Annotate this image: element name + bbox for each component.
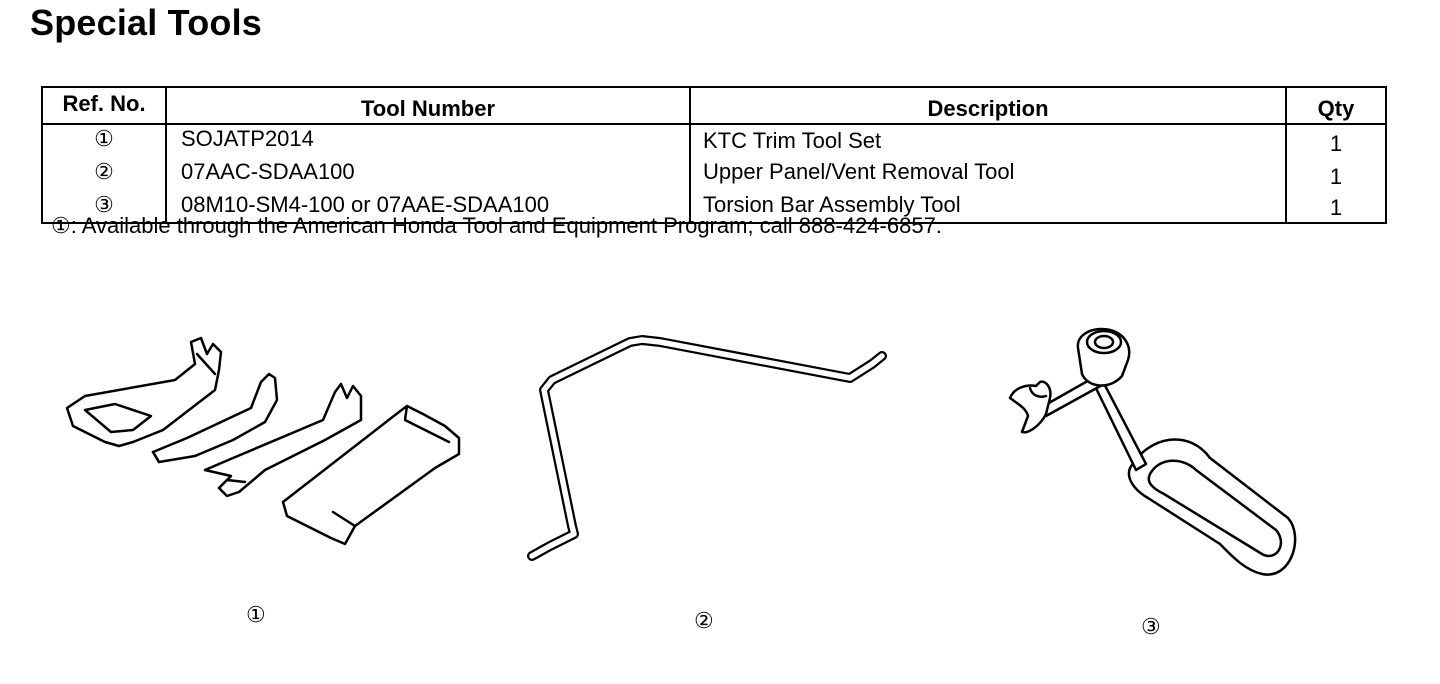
row-ref: ② [42, 158, 166, 191]
row-tool-number: 07AAC-SDAA100 [166, 158, 690, 191]
row-qty: 1 [1286, 124, 1386, 158]
header-tool-number: Tool Number [166, 87, 690, 124]
table-row [42, 158, 1386, 191]
row-tool-number: SOJATP2014 [166, 124, 690, 158]
row-qty: 1 [1286, 191, 1386, 223]
figure-label: ① [246, 602, 266, 627]
trim-tool-set-illustration [55, 330, 475, 560]
row-description: KTC Trim Tool Set [690, 124, 1286, 158]
vent-removal-tool-illustration [520, 330, 900, 570]
special-tools-table [41, 86, 1387, 224]
row-ref: ① [42, 124, 166, 158]
header-qty: Qty [1286, 87, 1386, 124]
torsion-bar-tool-illustration [1000, 318, 1320, 588]
header-description: Description [690, 87, 1286, 124]
table-header-row [42, 87, 1386, 124]
header-ref-no: Ref. No. [42, 87, 166, 124]
availability-footnote: ①: Available through the American Honda Tool and Equipment Program; call 888-424-6857. [51, 213, 942, 238]
page-title: Special Tools [30, 2, 262, 43]
table-row [42, 124, 1386, 158]
figure-label: ③ [1141, 614, 1161, 639]
figure-label: ② [694, 608, 714, 633]
row-qty: 1 [1286, 158, 1386, 191]
row-description: Torsion Bar Assembly Tool [690, 191, 1286, 223]
row-description: Upper Panel/Vent Removal Tool [690, 158, 1286, 191]
row-ref: ③ [42, 191, 166, 223]
row-tool-number: 08M10-SM4-100 or 07AAE-SDAA100 [166, 191, 690, 223]
